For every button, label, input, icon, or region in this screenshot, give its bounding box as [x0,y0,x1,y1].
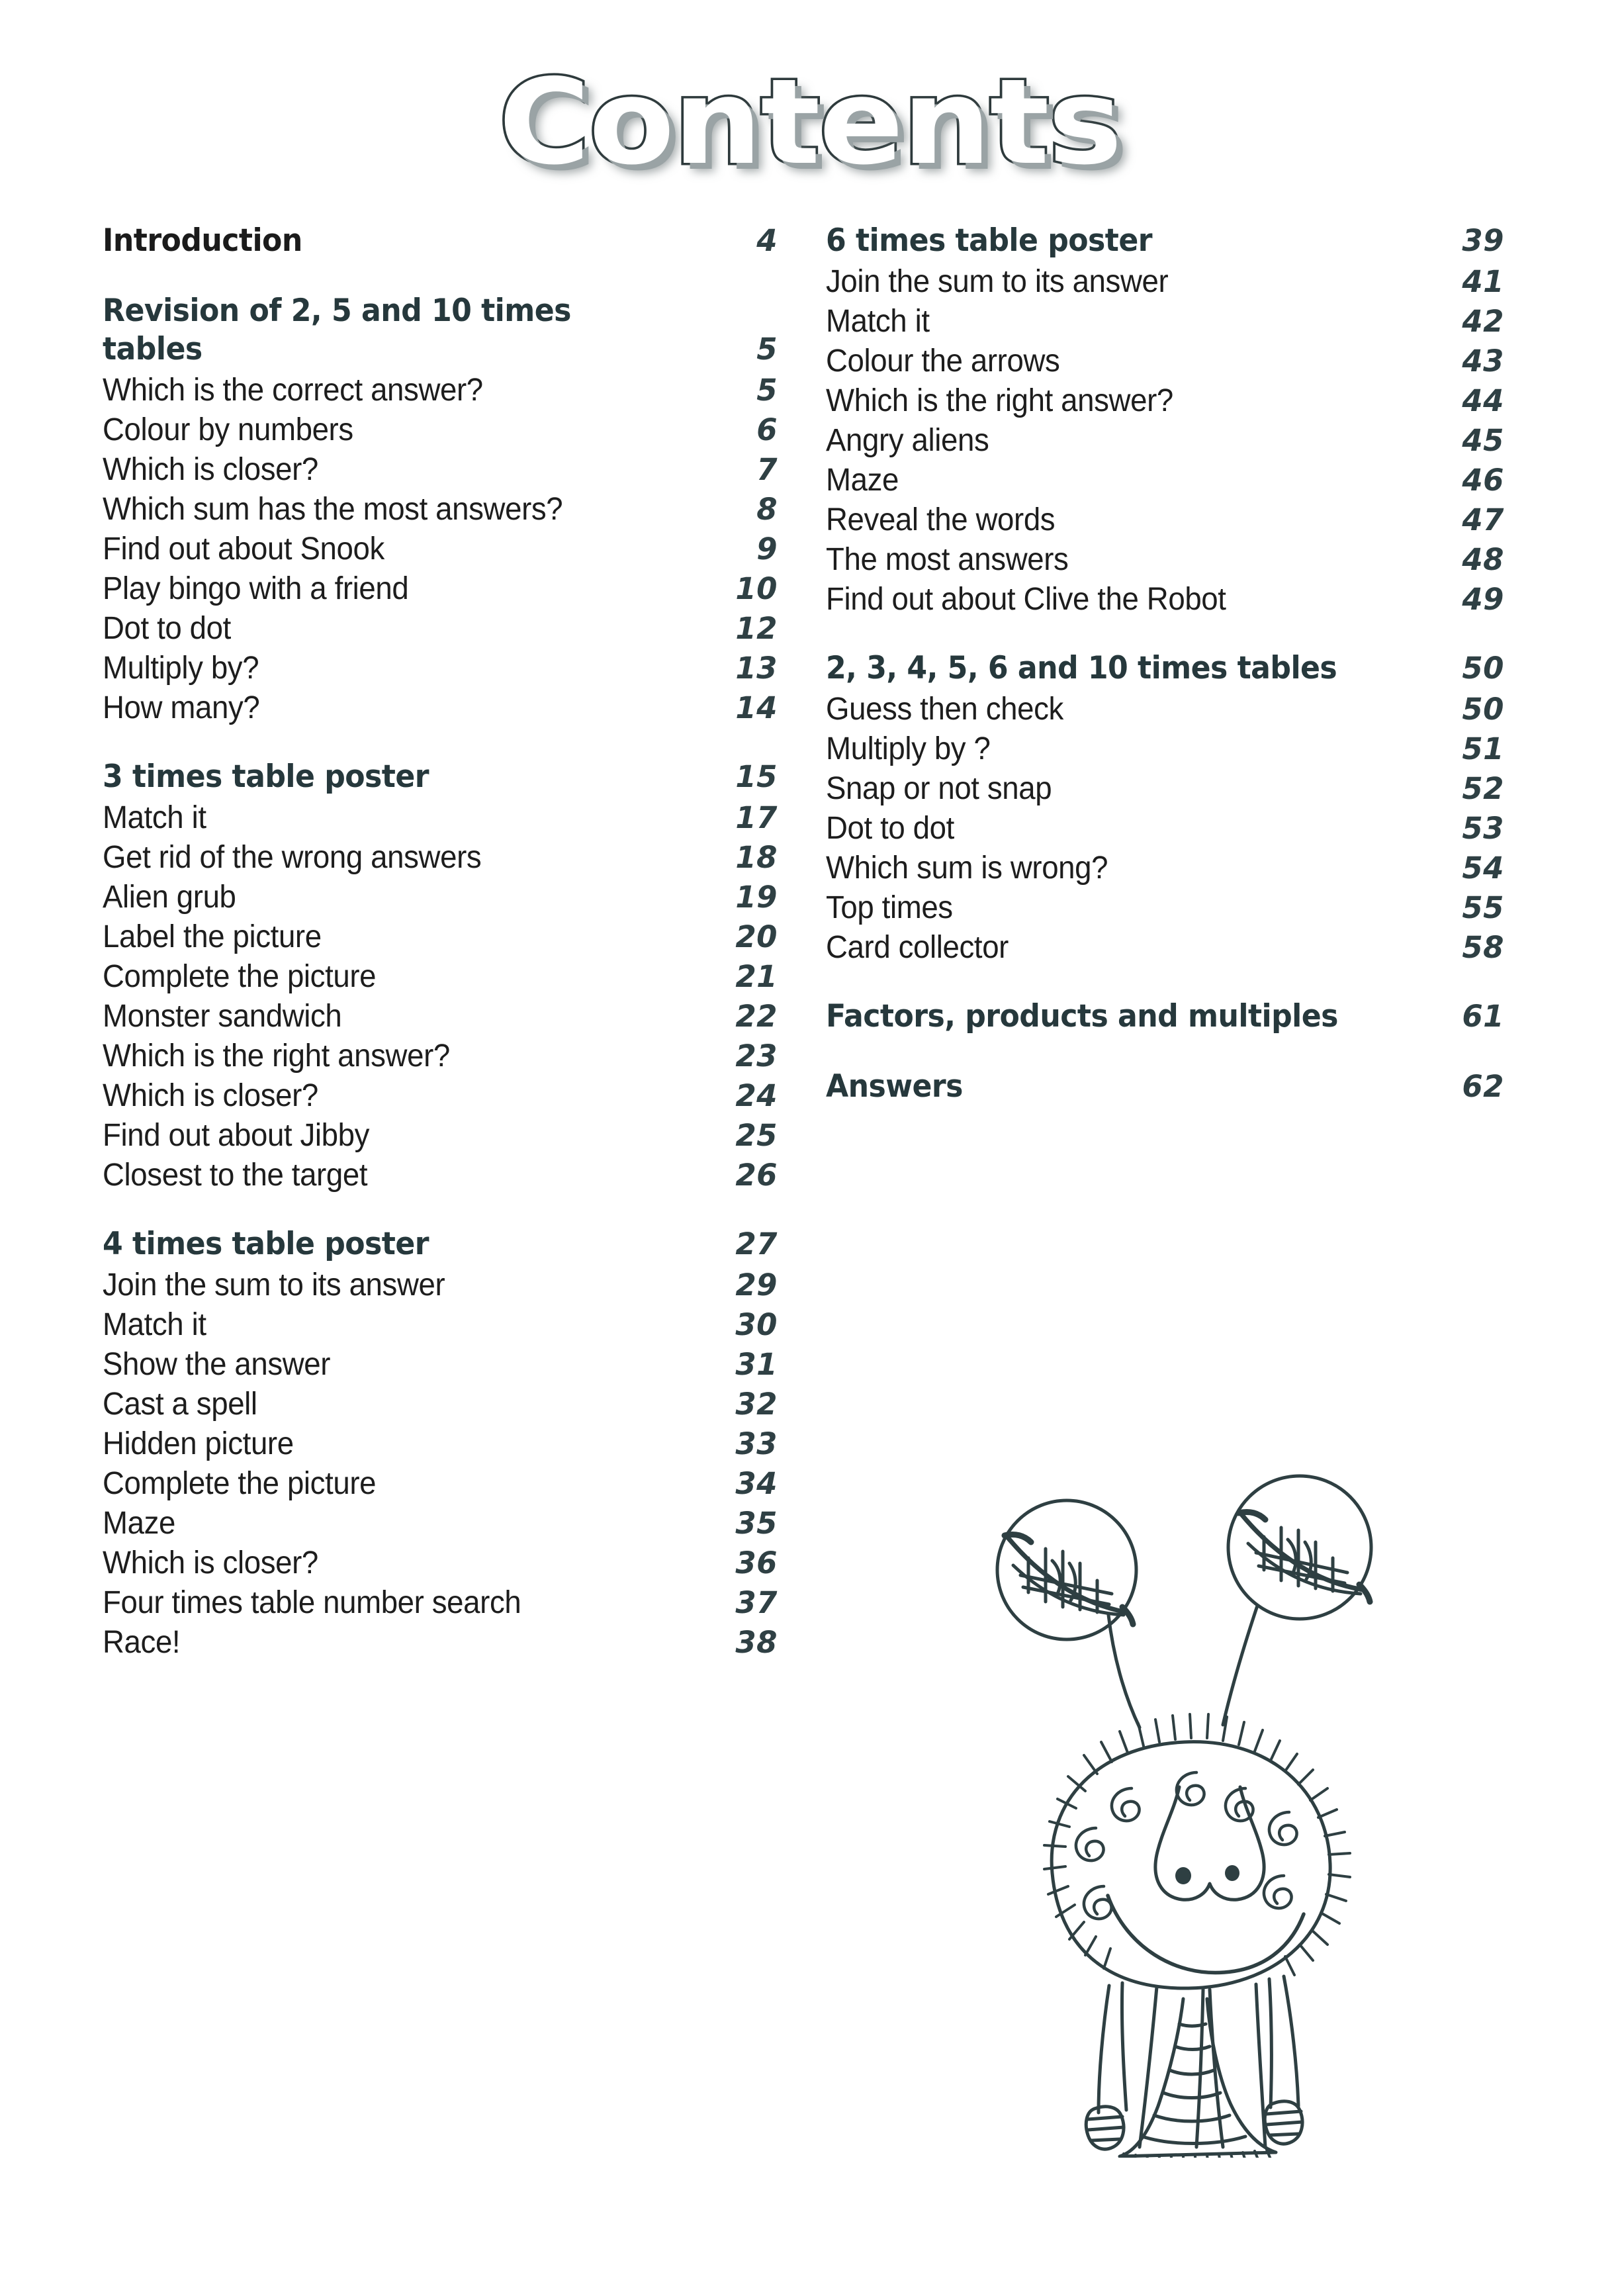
section-title: 4 times table poster [103,1226,429,1262]
page-number: 62 [1462,1069,1504,1104]
entry-title: Hidden picture [103,1426,294,1461]
contents-entry[interactable] [103,919,778,958]
contents-entry[interactable] [103,1505,778,1545]
entry-title: Label the picture [103,919,322,954]
page-number: 51 [1462,731,1504,766]
entry-title: Cast a spell [103,1387,257,1422]
section-spacer [826,969,1504,998]
entry-title: The most answers [826,542,1069,577]
entry-title: Which is the right answer? [826,383,1173,418]
entry-title: Complete the picture [103,1466,377,1501]
section-spacer [103,729,778,758]
entry-title: Four times table number search [103,1585,521,1620]
entry-title: Colour by numbers [103,412,353,447]
contents-entry[interactable] [103,839,778,879]
contents-entry[interactable] [103,958,778,998]
page-number: 8 [756,492,778,527]
contents-entry[interactable] [103,1078,778,1117]
entry-title: Which is the correct answer? [103,373,483,408]
contents-entry[interactable] [103,1426,778,1465]
entry-title: Multiply by ? [826,731,991,766]
section-title: 6 times table poster [826,222,1152,259]
contents-entry[interactable] [826,303,1504,343]
contents-section-heading[interactable] [826,1068,1504,1109]
page-number: 36 [735,1545,778,1581]
page-title: Contents [498,54,1122,191]
contents-entry[interactable] [103,451,778,491]
contents-entry[interactable] [103,1346,778,1386]
contents-entry[interactable] [103,531,778,571]
page-number: 6 [756,412,778,447]
entry-title: Join the sum to its answer [826,264,1169,299]
entry-title: How many? [103,690,260,725]
page-number: 18 [735,840,778,875]
entry-title: Complete the picture [103,959,377,994]
contents-entry[interactable] [826,422,1504,462]
entry-title: Which is closer? [103,1078,318,1113]
contents-column-right [826,222,1504,1109]
contents-entry[interactable] [826,541,1504,581]
entry-title: Card collector [826,930,1009,965]
page-number: 22 [735,999,778,1034]
contents-entry[interactable] [826,810,1504,850]
page-number: 14 [735,690,778,725]
section-title: Introduction [103,222,302,259]
page-number: 50 [1462,692,1504,727]
contents-entry[interactable] [826,343,1504,383]
contents-entry[interactable] [103,879,778,919]
entry-title: Find out about Snook [103,531,384,567]
entry-title: Maze [826,463,899,498]
page-number: 54 [1462,850,1504,886]
contents-section-heading[interactable] [826,998,1504,1039]
page-number: 21 [735,959,778,994]
contents-entry[interactable] [103,1545,778,1584]
contents-entry[interactable] [103,412,778,451]
page-number: 41 [1462,264,1504,299]
entry-title: Which sum is wrong? [826,850,1108,886]
entry-title: Find out about Clive the Robot [826,582,1226,617]
page-number: 58 [1462,930,1504,965]
entry-title: Play bingo with a friend [103,571,409,606]
page-number: 29 [735,1267,778,1303]
page-number: 12 [735,611,778,646]
page-number: 15 [735,759,778,794]
entry-title: Reveal the words [826,502,1056,537]
page-number: 23 [735,1038,778,1074]
contents-section-heading[interactable] [826,222,1504,263]
page-number: 10 [735,571,778,606]
section-spacer [826,1039,1504,1068]
page-number: 61 [1462,999,1504,1034]
entry-title: Dot to dot [103,611,231,646]
page-number: 5 [756,332,778,367]
section-title: 3 times table poster [103,758,429,795]
page-number: 32 [735,1387,778,1422]
entry-title: Which is the right answer? [103,1038,450,1074]
contents-section-heading[interactable] [103,331,778,372]
page-number: 37 [735,1585,778,1620]
contents-entry[interactable] [103,1117,778,1157]
page-number: 39 [1462,223,1504,258]
entry-title: Top times [826,890,953,925]
page-number: 47 [1462,502,1504,537]
page-number: 17 [735,800,778,835]
entry-title: Snap or not snap [826,771,1052,806]
entry-title: Dot to dot [826,811,954,846]
page-number: 49 [1462,582,1504,617]
page-number: 33 [735,1426,778,1461]
section-spacer [103,263,778,293]
section-title: 2, 3, 4, 5, 6 and 10 times tables [826,650,1337,686]
contents-section-heading[interactable] [103,222,778,263]
page-number: 42 [1462,304,1504,339]
page-number: 44 [1462,383,1504,418]
entry-title: Colour the arrows [826,344,1060,379]
entry-title: Race! [103,1625,181,1660]
section-title: Factors, products and multiples [826,998,1338,1034]
page-number: 7 [756,452,778,487]
page-number: 53 [1462,811,1504,846]
entry-title: Guess then check [826,692,1063,727]
contents-entry[interactable] [103,1624,778,1664]
page-number: 20 [735,919,778,954]
page-number: 38 [735,1625,778,1660]
entry-title: Maze [103,1506,175,1541]
entry-title: Multiply by? [103,651,259,686]
contents-entry[interactable] [826,581,1504,621]
page-number: 34 [735,1466,778,1501]
contents-entry[interactable] [826,263,1504,303]
page-title-area [0,54,1620,191]
contents-entry[interactable] [103,1267,778,1307]
contents-entry[interactable] [826,770,1504,810]
contents-section-heading[interactable] [826,650,1504,691]
page-number: 45 [1462,423,1504,458]
page-number: 55 [1462,890,1504,925]
contents-section-heading[interactable] [103,758,778,800]
page-number: 52 [1462,771,1504,806]
contents-entry[interactable] [826,383,1504,422]
contents-entry[interactable] [103,491,778,531]
contents-entry[interactable] [103,1307,778,1346]
entry-title: Show the answer [103,1347,331,1382]
page-number: 5 [756,373,778,408]
contents-entry[interactable] [826,691,1504,731]
contents-entry[interactable] [826,850,1504,890]
entry-title: Which is closer? [103,452,318,487]
entry-title: Match it [103,800,206,835]
entry-title: Closest to the target [103,1158,368,1193]
contents-entry[interactable] [103,1038,778,1078]
page-number: 48 [1462,542,1504,577]
page-number: 13 [735,651,778,686]
section-spacer [103,1197,778,1226]
contents-section-heading[interactable] [103,293,778,331]
page-number: 9 [756,531,778,567]
page-number: 31 [735,1347,778,1382]
page-number: 50 [1462,651,1504,686]
entry-title: Alien grub [103,880,236,915]
page-number: 43 [1462,344,1504,379]
contents-entry[interactable] [103,610,778,650]
section-title: tables [103,331,202,367]
entry-title: Which sum has the most answers? [103,492,563,527]
page-number: 30 [735,1307,778,1342]
entry-title: Which is closer? [103,1545,318,1581]
contents-column-left [103,222,778,1664]
page-number: 27 [735,1226,778,1262]
contents-entry[interactable] [103,571,778,610]
contents-entry[interactable] [826,502,1504,541]
contents-entry[interactable] [103,372,778,412]
section-title: Answers [826,1068,963,1105]
entry-title: Match it [103,1307,206,1342]
page-number: 25 [735,1118,778,1153]
contents-section-heading[interactable] [103,1226,778,1267]
section-title: Revision of 2, 5 and 10 times [103,293,571,329]
contents-entry[interactable] [103,800,778,839]
contents-entry[interactable] [103,650,778,690]
alien-illustration [946,1416,1436,2158]
page-number: 24 [735,1078,778,1113]
contents-entry[interactable] [103,1157,778,1197]
page-number: 19 [735,880,778,915]
page-number: 35 [735,1506,778,1541]
contents-entry[interactable] [103,998,778,1038]
entry-title: Angry aliens [826,423,989,458]
page-number: 26 [735,1158,778,1193]
entry-title: Get rid of the wrong answers [103,840,482,875]
contents-entry[interactable] [826,929,1504,969]
contents-entry[interactable] [103,1465,778,1505]
contents-entry[interactable] [826,890,1504,929]
entry-title: Match it [826,304,930,339]
section-spacer [826,621,1504,650]
entry-title: Monster sandwich [103,999,342,1034]
contents-entry[interactable] [103,1584,778,1624]
entry-title: Join the sum to its answer [103,1267,445,1303]
contents-entry[interactable] [826,462,1504,502]
contents-entry[interactable] [826,731,1504,770]
page-number: 4 [756,223,778,258]
contents-entry[interactable] [103,690,778,729]
contents-entry[interactable] [103,1386,778,1426]
entry-title: Find out about Jibby [103,1118,370,1153]
page-number: 46 [1462,463,1504,498]
